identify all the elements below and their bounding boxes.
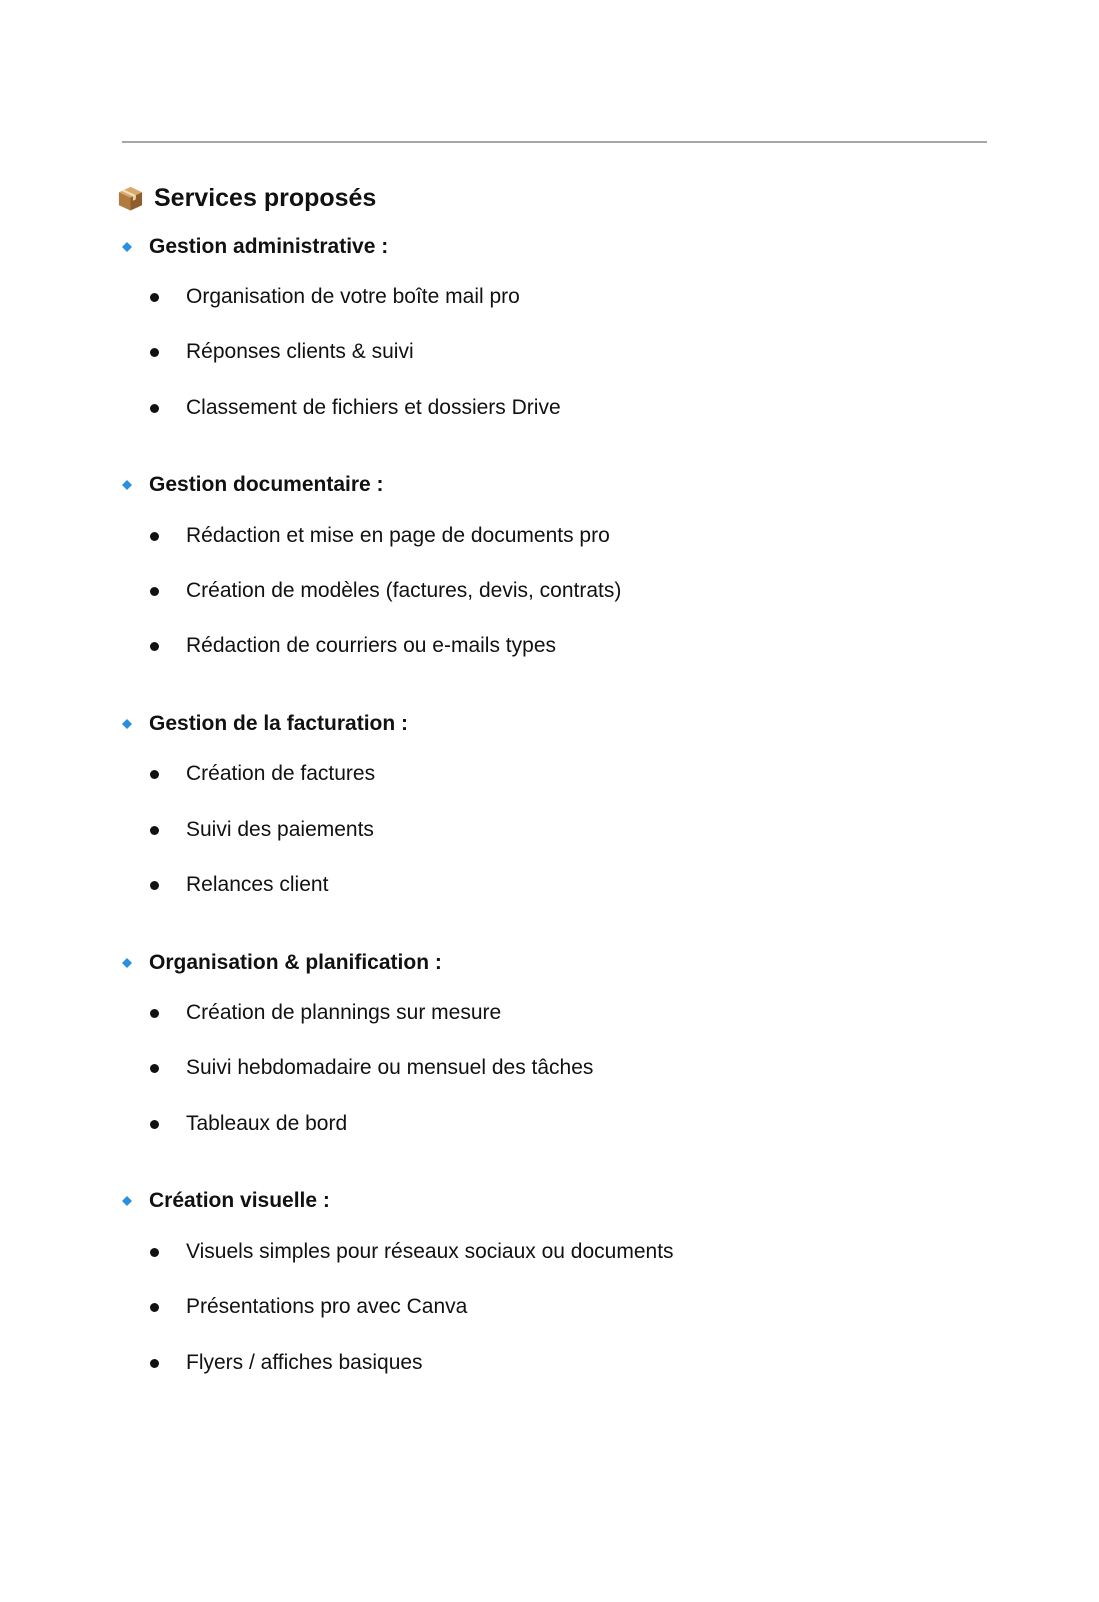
list-item: Création de factures: [150, 759, 375, 789]
bullet-icon: [150, 532, 159, 541]
list-item: Création de modèles (factures, devis, contrats): [150, 576, 621, 606]
list-item: Visuels simples pour réseaux sociaux ou documents: [150, 1237, 674, 1267]
list-item: Suivi des paiements: [150, 815, 374, 845]
list-item: Flyers / affiches basiques: [150, 1348, 423, 1378]
bullet-icon: [150, 1120, 159, 1129]
blue-diamond-icon: [122, 242, 132, 252]
section-title-facturation: Gestion de la facturation :: [122, 709, 408, 739]
list-item: Rédaction de courriers ou e-mails types: [150, 631, 556, 661]
package-icon: [117, 185, 144, 212]
list-item: Réponses clients & suivi: [150, 337, 414, 367]
blue-diamond-icon: [122, 480, 132, 490]
bullet-icon: [150, 348, 159, 357]
blue-diamond-icon: [122, 1196, 132, 1206]
section-title-creation-visuelle: Création visuelle :: [122, 1186, 330, 1216]
bullet-icon: [150, 587, 159, 596]
page-title: Services proposés: [154, 184, 377, 212]
bullet-icon: [150, 404, 159, 413]
list-item: Suivi hebdomadaire ou mensuel des tâches: [150, 1053, 593, 1083]
section-title-administrative: Gestion administrative :: [122, 232, 388, 262]
bullet-icon: [150, 293, 159, 302]
list-item: Rédaction et mise en page de documents pro: [150, 521, 610, 551]
blue-diamond-icon: [122, 958, 132, 968]
horizontal-rule: [122, 141, 987, 143]
bullet-icon: [150, 826, 159, 835]
bullet-icon: [150, 642, 159, 651]
bullet-icon: [150, 1009, 159, 1018]
list-item: Création de plannings sur mesure: [150, 998, 501, 1028]
page-heading: [117, 180, 376, 216]
bullet-icon: [150, 1303, 159, 1312]
list-item: Tableaux de bord: [150, 1109, 347, 1139]
section-title-planification: Organisation & planification :: [122, 948, 442, 978]
list-item: Classement de fichiers et dossiers Drive: [150, 393, 561, 423]
bullet-icon: [150, 1064, 159, 1073]
list-item: Organisation de votre boîte mail pro: [150, 282, 520, 312]
section-title-documentaire: Gestion documentaire :: [122, 470, 384, 500]
list-item: Relances client: [150, 870, 328, 900]
bullet-icon: [150, 881, 159, 890]
bullet-icon: [150, 1359, 159, 1368]
bullet-icon: [150, 1248, 159, 1257]
blue-diamond-icon: [122, 719, 132, 729]
bullet-icon: [150, 770, 159, 779]
list-item: Présentations pro avec Canva: [150, 1292, 467, 1322]
